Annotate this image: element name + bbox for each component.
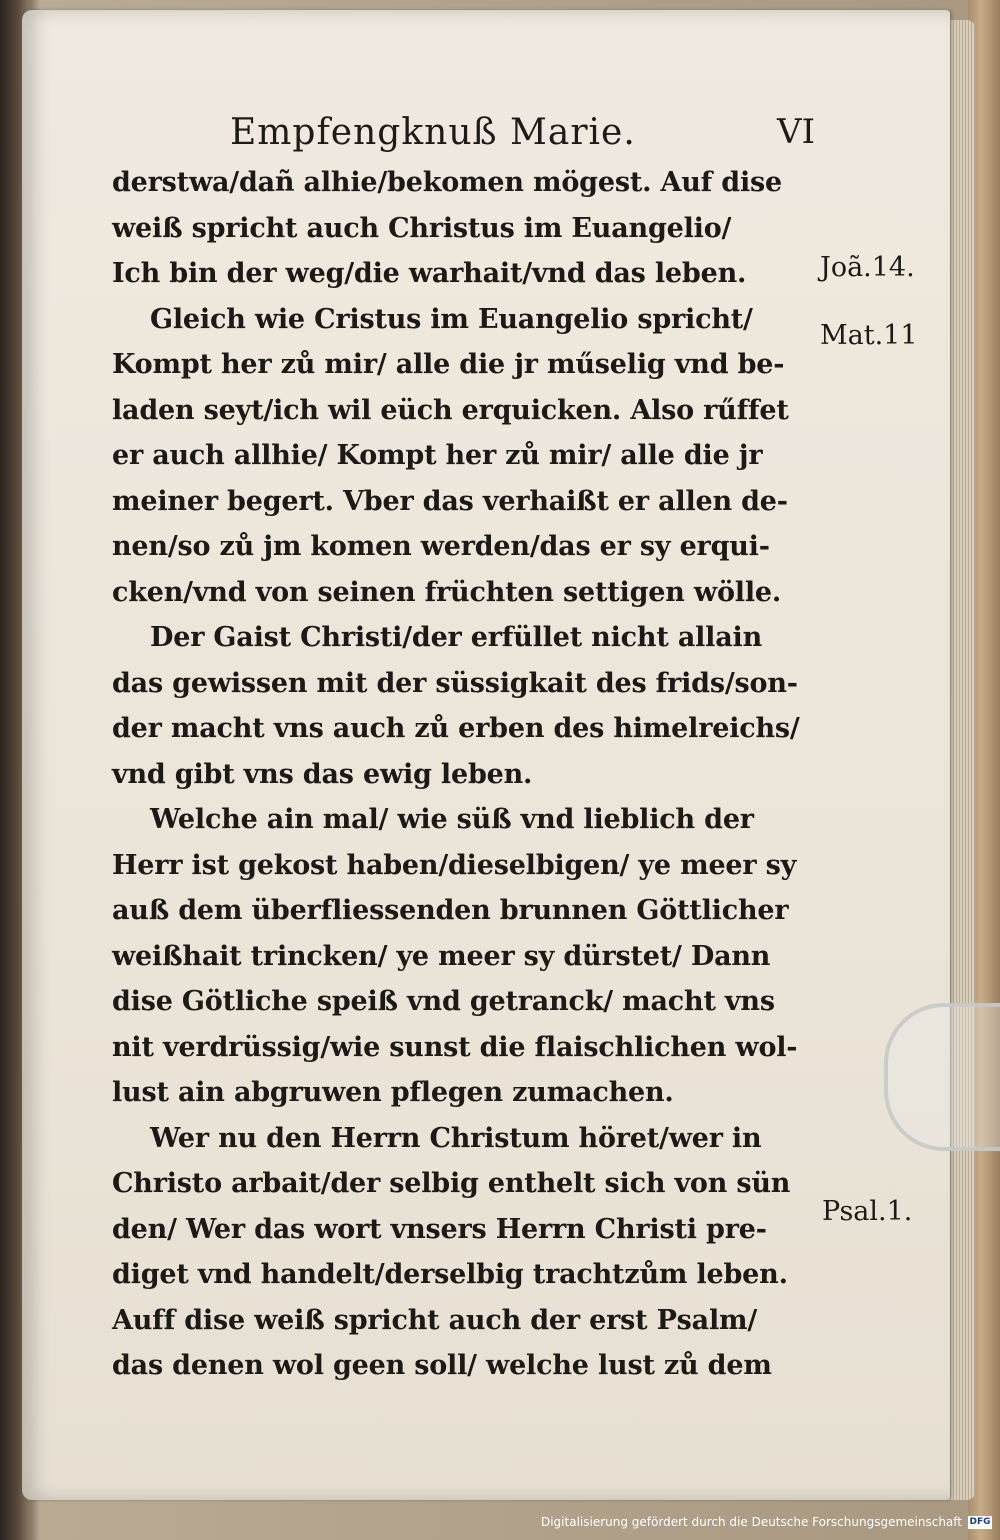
- text-line: Christo arbait/der selbig enthelt sich von sün: [112, 1168, 791, 1199]
- text-line: er auch allhie/ Kompt her zů mir/ alle die jr: [112, 440, 763, 471]
- paper-clip: [884, 1003, 1000, 1151]
- marginal-note-matthew: Mat.11: [820, 320, 918, 351]
- text-line: nen/so zů jm komen werden/das er sy erqui-: [112, 531, 770, 562]
- text-line: diget vnd handelt/derselbig trachtzům leben.: [112, 1259, 788, 1290]
- text-line: nit verdrüssig/wie sunst die flaischlichen wol-: [112, 1031, 798, 1063]
- digitization-credit: [541, 1512, 992, 1532]
- text-line: der macht vns auch zů erben des himelreichs/: [112, 713, 800, 744]
- text-line: vnd gibt vns das ewig leben.: [112, 758, 533, 790]
- text-line: Auff dise weiß spricht auch der erst Psalm/: [112, 1304, 758, 1336]
- text-line: laden seyt/ich wil eüch erquicken. Also rűffet: [112, 394, 789, 426]
- text-line: dise Götliche speiß vnd getranck/ macht vns: [112, 986, 775, 1017]
- body-text: [112, 160, 822, 1389]
- text-line: Wer nu den Herrn Christum höret/wer in: [150, 1122, 762, 1154]
- dfg-logo-icon: DFG: [969, 1516, 991, 1527]
- folio-number: VI: [777, 112, 815, 152]
- credit-text: Digitalisierung gefördert durch die Deutsche Forschungsgemeinschaft: [540, 1515, 962, 1529]
- marginal-note-psalm: Psal.1.: [822, 1196, 913, 1227]
- text-line: den/ Wer das wort vnsers Herrn Christi pre-: [112, 1213, 767, 1245]
- text-line: Ich bin der weg/die warhait/vnd das leben.: [112, 258, 747, 289]
- running-title: Empfengknuß Marie.: [230, 112, 636, 153]
- text-line: derstwa/dañ alhie/bekomen mögest. Auf dise: [112, 167, 783, 198]
- text-line: Herr ist gekost haben/dieselbigen/ ye meer sy: [112, 849, 797, 881]
- text-line: Gleich wie Cristus im Euangelio spricht/: [150, 303, 753, 335]
- text-line: Der Gaist Christi/der erfüllet nicht allain: [150, 622, 763, 653]
- page-header: [230, 112, 815, 162]
- text-line: Kompt her zů mir/ alle die jr műselig vnd be-: [112, 349, 785, 380]
- text-line: weiß spricht auch Christus im Euangelio/: [112, 212, 732, 244]
- text-line: cken/vnd von seinen früchten settigen wölle.: [112, 576, 782, 608]
- text-line: das gewissen mit der süssigkait des frids/son-: [112, 667, 798, 699]
- text-line: lust ain abgruwen pflegen zumachen.: [112, 1077, 674, 1108]
- marginal-note-john: Joã.14.: [820, 252, 915, 283]
- text-line: das denen wol geen soll/ welche lust zů dem: [112, 1350, 772, 1381]
- text-line: meiner begert. Vber das verhaißt er allen de-: [112, 485, 788, 517]
- text-line: auß dem überfliessenden brunnen Göttlicher: [112, 895, 789, 926]
- text-line: weißhait trincken/ ye meer sy dürstet/ Dann: [112, 940, 771, 972]
- text-line: Welche ain mal/ wie süß vnd lieblich der: [150, 804, 754, 835]
